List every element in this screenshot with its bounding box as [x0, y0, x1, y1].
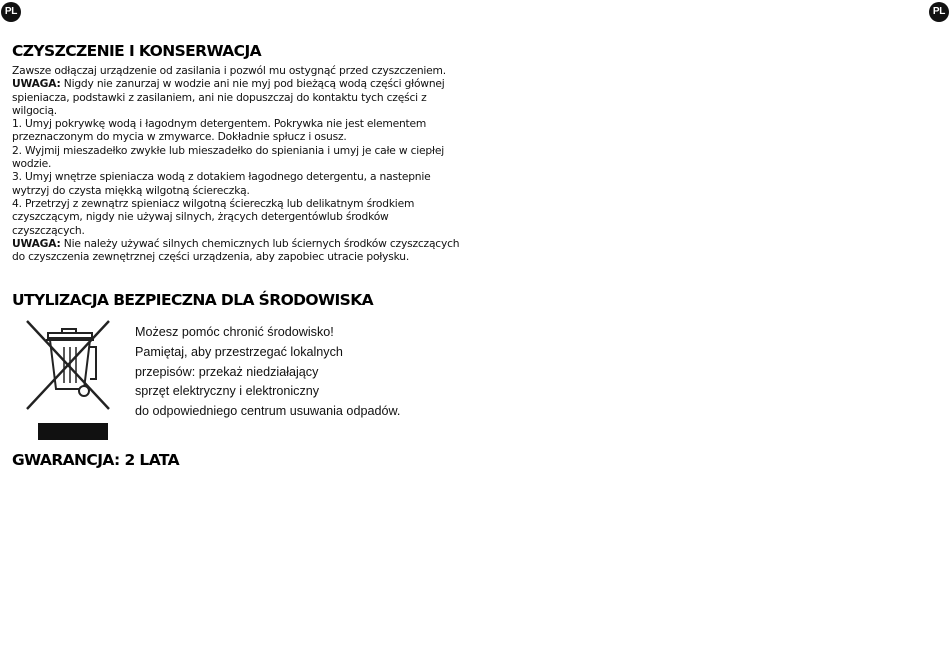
recycling-line: przepisów: przekaż niedziałający [135, 364, 319, 379]
crossed-out-wheelie-bin-icon [24, 315, 112, 441]
recycling-line: Pamiętaj, aby przestrzegać lokalnych [135, 344, 343, 359]
cleaning-heading: CZYSZCZENIE I KONSERWACJA [12, 42, 262, 60]
warning-label: UWAGA: [12, 77, 61, 91]
cleaning-step-2: 2. Wyjmij mieszadełko zwykłe lub mieszadełko do spieniania i umyj je całe w ciepłej wodzie. [12, 143, 445, 171]
recycling-line: do odpowiedniego centrum usuwania odpadów. [135, 404, 401, 419]
warning-text: Nigdy nie zanurzaj w wodzie ani nie myj pod bieżącą wodą części głównej spieniacza, podstawki z zasilaniem, ani nie dopuszczaj do kontaktu tych części z wilgocią. [12, 77, 445, 117]
recycling-line: sprzęt elektryczny i elektroniczny [135, 384, 320, 399]
cleaning-step-4: 4. Przetrzyj z zewnątrz spieniacz wilgotną ściereczką lub delikatnym środkiem czyszczącym, nigdy nie używaj silnych, żrących detergentówlub środków czyszczących. [12, 196, 415, 237]
language-badge-right: PL [929, 2, 949, 22]
cleaning-intro: Zawsze odłączaj urządzenie od zasilania i pozwól mu ostygnąć przed czyszczeniem. [12, 64, 446, 77]
warning-paragraph-1 [12, 77, 462, 117]
warning-label: UWAGA: [12, 236, 61, 250]
warning-text: Nie należy używać silnych chemicznych lub ściernych środków czyszczących do czyszczenia zewnętrznej części urządzenia, aby zapobiec utracie połysku. [12, 236, 460, 264]
cleaning-section [12, 64, 462, 263]
recycling-text [135, 323, 400, 422]
cleaning-step-1: 1. Umyj pokrywkę wodą i łagodnym detergentem. Pokrywka nie jest elementem przeznaczonym do mycia w zmywarce. Dokładnie spłucz i osusz. [12, 117, 427, 144]
language-badge-left: PL [1, 2, 21, 22]
warranty-heading: GWARANCJA: 2 LATA [12, 451, 180, 469]
warning-paragraph-2 [12, 237, 462, 264]
recycling-line: Możesz pomóc chronić środowisko! [135, 325, 334, 339]
cleaning-step-3: 3. Umyj wnętrze spieniacza wodą z dotakiem łagodnego detergentu, a nastepnie wytrzyj do czysta miękką wilgotną ściereczką. [12, 170, 431, 197]
recycling-heading: UTYLIZACJA BEZPIECZNA DLA ŚRODOWISKA [12, 291, 374, 309]
